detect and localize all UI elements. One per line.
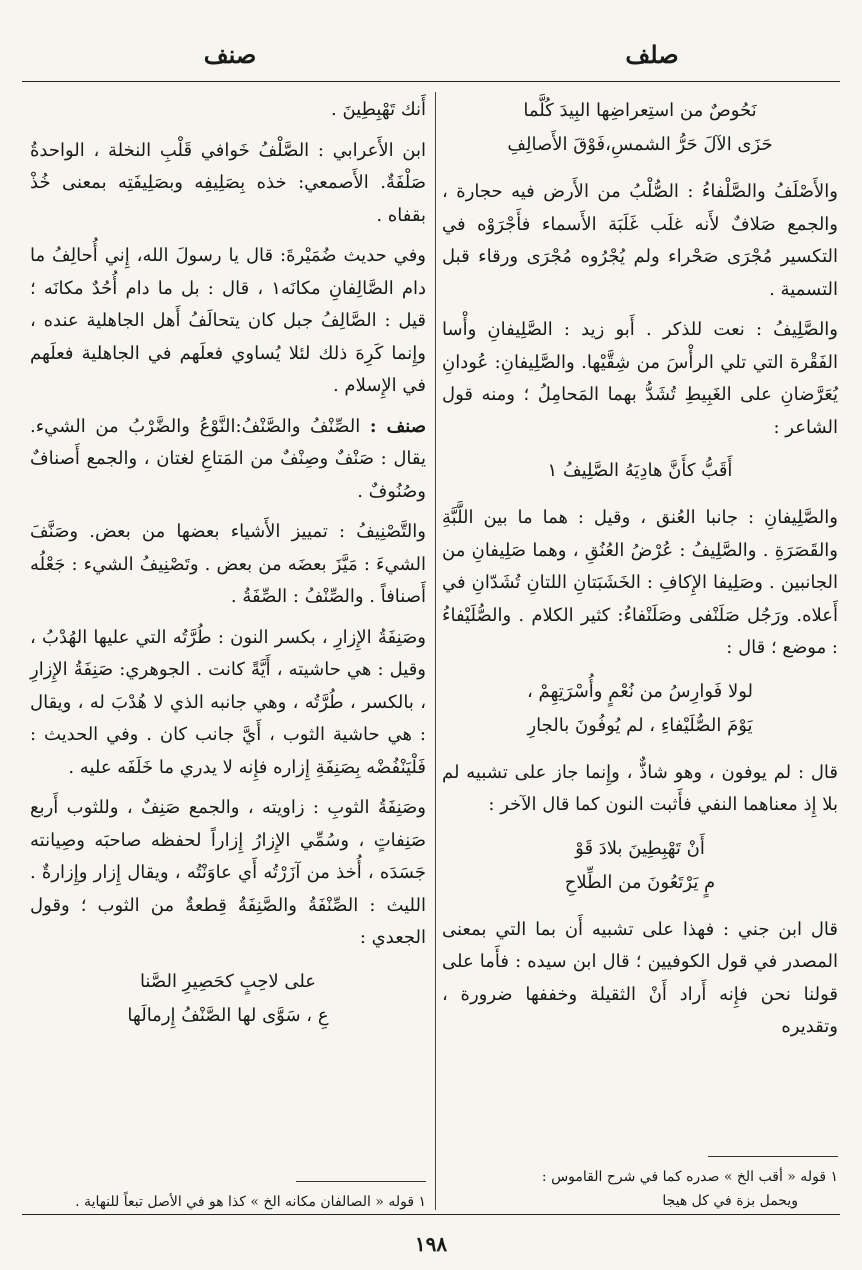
entry-paragraph: والتَّصْنِيفُ : تمييز الأَشياء بعضها من بعض. وصَنَّفَ الشيءَ : مَيَّزَ بعضَه من بعض . وتَصْنِيفُ الشيء : جَعْلُه أَصنافاً . والصِّنْفُ : الصِّفَةُ . <box>30 521 426 607</box>
verse-line: عِ ، سَوَّى لها الصَّنْفُ إِرمالَها <box>127 1004 329 1026</box>
left-column <box>30 92 426 1047</box>
footnote-line: ١ قوله « الصالفان مكانه الخ » كذا هو في الأصل تبعاً للنهاية . <box>75 1194 426 1210</box>
verse-line: على لاحِبٍ كحَصِيرِ الصَّنا <box>139 970 317 992</box>
verse-line: حَزَى الآلَ حَرُّ الشمسِ،فَوْقَ الأَصالِفِ <box>507 134 773 155</box>
column-divider <box>435 92 436 1210</box>
footer-rule <box>22 1214 840 1215</box>
entry-headword: صنف : <box>369 415 426 437</box>
verse-line: نَحُوصٌ من استِعراضِها البِيدَ كُلَّما <box>523 100 757 121</box>
verse-line: مٍ يَرْتَعُونَ من الطِّلاحِ <box>564 871 716 893</box>
entry-paragraph: وفي حديث ضُمَيْرةَ: قال يا رسولَ الله، إِني أُحالِفُ ما دام الصَّالِفانِ مكانَه١ ، قال : بل ما دام أُحُدٌ مكانَه ؛ قيل : الصَّالِفُ جبل كان يتحالَفُ أَهل الجاهلية عنده ، وإِنما كَرِهَ ذلك لئلا يُساوي فعلَهم في الجاهلية فعلَهم في الإِسلام . <box>30 245 426 396</box>
entry-paragraph: أَنك تَهْبِطِينَ . <box>331 99 426 120</box>
entry-paragraph <box>30 411 426 509</box>
verse-block <box>30 965 426 1033</box>
verse-block <box>442 454 838 488</box>
entry-paragraph: والصَّلِيفُ : نعت للذكر . أَبو زيد : الصَّلِيفانِ وأْسا الفَقْرة التي تلي الرأْسَ من شِقَّيْها. والصَّلِيفانِ: عُودانِ يُعَرَّضانِ على الغَبِيطِ تُشَدُّ بهما المَحامِلُ ؛ ومنه قول الشاعر : <box>442 319 838 438</box>
verse-line: أَنْ تَهْبِطِينَ بلادَ قَوْ <box>575 837 705 859</box>
verse-line: لولا فَوارِسُ من نُعْمٍ وأُسْرَتِهِمْ ، <box>526 680 754 702</box>
verse-block <box>442 94 838 162</box>
footnote-right <box>442 1150 838 1213</box>
page-number: ١٩٨ <box>414 1232 448 1256</box>
header-entry-right: صلف <box>625 40 679 69</box>
entry-paragraph: والأَصْلَفُ والصَّلْفاءُ : الصُّلْبُ من الأَرض فيه حجارة ، والجمع صَلافٌ لأَنه غلَب غَلَبَة الأَسماء فأَجْرَوْه في التكسير مُجْرَى صَحْراء ولم يُجْرُوه مُجْرَى ورقاء قبل التسمية . <box>442 181 838 300</box>
entry-paragraph: وصَنِفَةُ الثوبِ : زاويته ، والجمع صَنِفٌ ، وللثوب أَربع صَنِفاتٍ ، وسُمِّي الإِزارُ إِزاراً لحفظه صاحبَه وصِيانته جَسَدَه ، أُخذ من آزَرْتُه أَي عاوَنْتُه ، ويقال إِزار وإِزارةٌ . الليث : الصِّنْفَةُ والصَّنِفَةُ قِطعةٌ من الثوب ؛ وقول الجعدي : <box>30 797 426 948</box>
entry-paragraph: وصَنِفَةُ الإِزارِ ، بكسر النون : طُرَّتُه التي عليها الهُدْبُ ، وقيل : هي حاشيته ، أَيَّةً كانت . الجوهري: صَنِفَةُ الإِزارِ ، بالكسر ، طُرَّتُه ، وهي جانبه الذي لا هُدْبَ له ، ويقال : هي حاشية الثوب ، أَيَّ جانب كان . وفي الحديث : فَلْيَنْفُضْه بِصَنِفَةِ إِزاره فإِنه لا يدري ما خَلَفَه عليه . <box>30 626 426 778</box>
right-column <box>442 92 838 1052</box>
footnote-separator <box>708 1156 838 1157</box>
entry-paragraph: والصَّلِيفانِ : جانبا العُنق ، وقيل : هما ما بين اللَّبَّةِ والقَصَرَةِ . والصَّلِيفُ : عُرْضُ العُنُقِ ، وهما صَلِيفانِ من الجانبين . وصَلِيفا الإِكافِ : الخَشَبَتانِ اللتانِ تُشَدّانِ في أَعلاه. ورَجُل صَلَنْفى وصَلَنْفاءُ: كثير الكلام . والصُّلَيْفاءُ : موضع ؛ قال : <box>442 507 838 658</box>
entry-paragraph: ابن الأَعرابي : الصَّلْفُ خَوافي قَلْبِ النخلة ، الواحدةُ صَلْفَةٌ. الأَصمعي: خذه بِصَلِيفِه وبصَلِيفَتِه بمعنى خُذْ بقفاه . <box>30 139 426 226</box>
footnote-line: ١ قوله « أقب الخ » صدره كما في شرح القاموس : <box>541 1169 838 1185</box>
entry-text: الصِّنْفُ والصَّنْفُ:النَّوْعُ والضَّرْبُ من الشيء. يقال : صَنْفٌ وصِنْفٌ من المَتاعِ لغتان ، والجمع أَصنافٌ وصُنُوفٌ . <box>30 415 426 502</box>
footnote-text <box>442 1165 838 1213</box>
header-entry-left: صنف <box>203 40 257 69</box>
entry-paragraph: قال ابن جني : فهذا على تشبيه أَن بما التي بمعنى المصدر في قول الكوفيين ؛ قال ابن سيده : فأَما على قولنا نحن فإِنه أَراد أَنْ الثقيلة وخففها ضرورة ، وتقديره <box>442 918 838 1037</box>
verse-line: أَقَبُّ كأَنَّ هادِيَهُ الصَّلِيفُ ١ <box>547 460 733 481</box>
footnote-left <box>30 1175 426 1214</box>
footnote-separator <box>296 1181 426 1182</box>
footnote-line: ويحمل بزة في كل هيجا <box>662 1193 798 1209</box>
header-rule <box>22 81 840 82</box>
verse-block <box>442 832 838 900</box>
verse-block <box>442 675 838 743</box>
footnote-text <box>30 1190 426 1214</box>
verse-line: يَوْمَ الصُّلَيْفاءِ ، لم يُوفُونَ بالجارِ <box>527 714 753 736</box>
entry-paragraph: قال : لم يوفون ، وهو شاذٌّ ، وإِنما جاز على تشبيه لم بلا إِذ معناهما النفي فأَثبت النون كما قال الآخر : <box>442 761 838 815</box>
